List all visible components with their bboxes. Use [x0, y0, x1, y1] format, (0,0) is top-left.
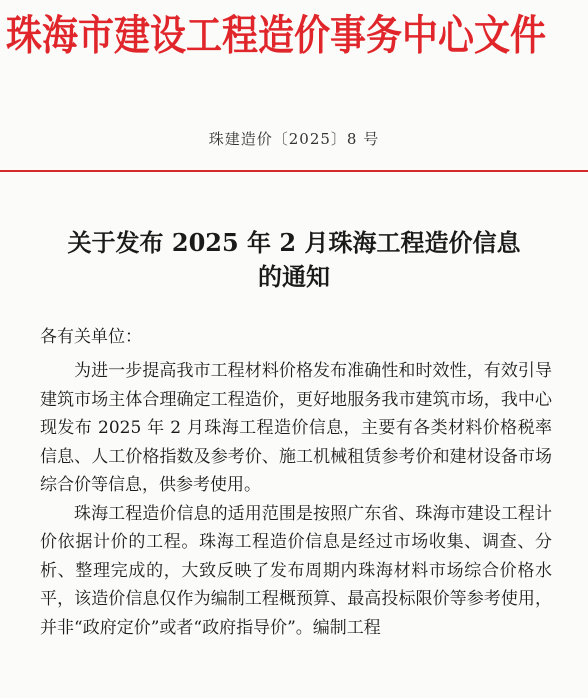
- notice-title-line2: 的通知: [258, 262, 330, 291]
- salutation: 各有关单位：: [40, 327, 142, 347]
- red-separator-line: [0, 170, 588, 172]
- notice-title-line1: 关于发布 2025 年 2 月珠海工程造价信息: [67, 228, 521, 257]
- body-paragraph-1: 为进一步提高我市工程材料价格发布准确性和时效性，有效引导建筑市场主体合理确定工程造价，更好地服务我市建筑市场，我中心现发布 2025 年 2 月珠海工程造价信息，主要有各类材料价格税率信息、人工价格指数及参考价、施工机械租赁参考价和建材设备市场综合价等信息，供参考使用。: [40, 361, 552, 495]
- notice-body: [40, 357, 552, 642]
- notice-title: [0, 226, 588, 294]
- header-org-title: 珠海市建设工程造价事务中心文件: [6, 12, 547, 61]
- body-paragraph-2: 珠海工程造价信息的适用范围是按照广东省、珠海市建设工程计价依据计价的工程。珠海工程造价信息是经过市场收集、调查、分析、整理完成的，大致反映了发布周期内珠海材料市场综合价格水平，该造价信息仅作为编制工程概预算、最高投标限价等参考使用，并非“政府定价”或者“政府指导价”。编制工程: [40, 503, 552, 638]
- doc-number: 珠建造价〔2025〕8 号: [208, 130, 380, 148]
